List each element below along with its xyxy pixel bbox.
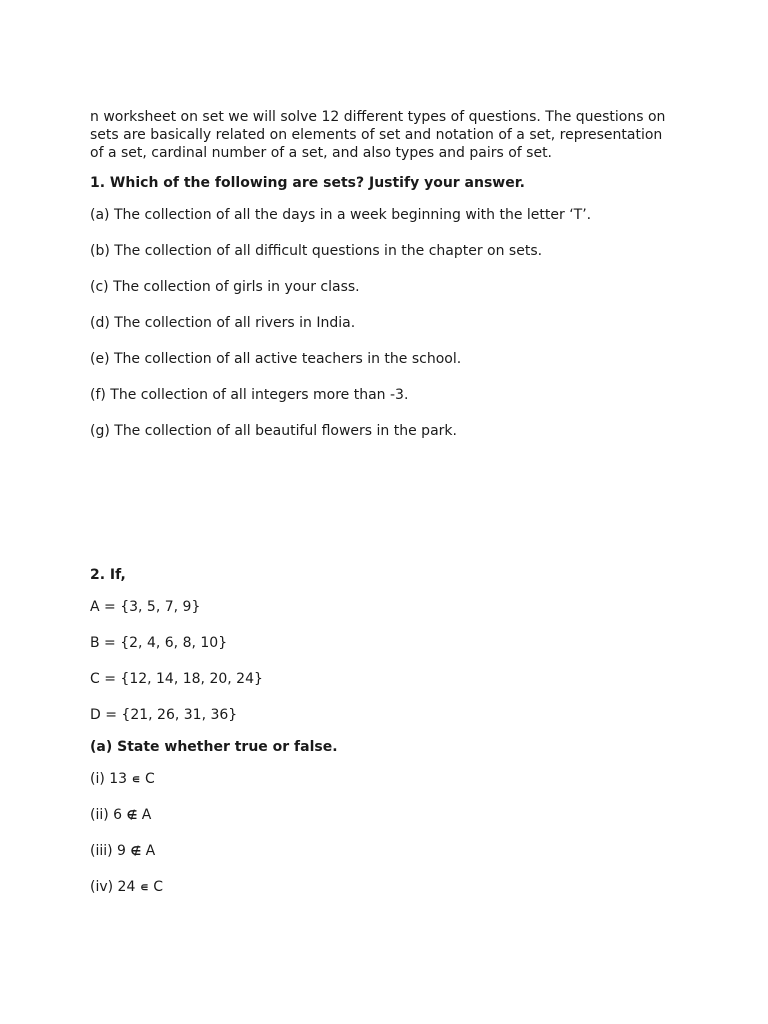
set-a-definition: A = {3, 5, 7, 9} [90, 599, 201, 615]
q1-item-g: (g) The collection of all beautiful flowers in the park. [90, 423, 457, 439]
question-2-heading: 2. If, [90, 567, 126, 583]
worksheet-page [90, 108, 680, 914]
item-text: (iv) 24 [90, 879, 140, 895]
part-a-item-iii [90, 842, 680, 860]
item-text: A [137, 807, 152, 823]
q1-item-b: (b) The collection of all difficult questions in the chapter on sets. [90, 243, 543, 259]
item-text: (i) 13 [90, 771, 132, 787]
blank-gap [90, 458, 680, 566]
not-element-of-symbol: ∉ [130, 844, 142, 858]
item-text: A [141, 843, 156, 859]
set-b-definition: B = {2, 4, 6, 8, 10} [90, 635, 228, 651]
set-d-definition: D = {21, 26, 31, 36} [90, 707, 238, 723]
q1-item-c: (c) The collection of girls in your class. [90, 279, 360, 295]
item-text: (ii) 6 [90, 807, 127, 823]
question-1-heading: 1. Which of the following are sets? Justify your answer. [90, 175, 525, 191]
set-c-definition: C = {12, 14, 18, 20, 24} [90, 671, 263, 687]
element-of-symbol: ∊ [131, 772, 141, 786]
q1-item-a: (a) The collection of all the days in a week beginning with the letter ‘T’. [90, 207, 592, 223]
intro-paragraph: n worksheet on set we will solve 12 different types of questions. The questions on sets are basically related on elements of set and notation of a set, representation of a set, cardinal number of a set, and also types and pairs of set. [90, 109, 666, 161]
q1-item-f: (f) The collection of all integers more than -3. [90, 387, 409, 403]
item-text: C [148, 879, 164, 895]
element-of-symbol: ∊ [139, 880, 149, 894]
not-element-of-symbol: ∉ [126, 808, 138, 822]
part-a-item-ii [90, 806, 680, 824]
q1-item-e: (e) The collection of all active teachers in the school. [90, 351, 462, 367]
q1-item-d: (d) The collection of all rivers in India. [90, 315, 356, 331]
item-text: C [140, 771, 155, 787]
part-a-heading: (a) State whether true or false. [90, 739, 338, 755]
part-a-item-iv [90, 878, 680, 896]
part-a-item-i [90, 770, 680, 788]
item-text: (iii) 9 [90, 843, 131, 859]
